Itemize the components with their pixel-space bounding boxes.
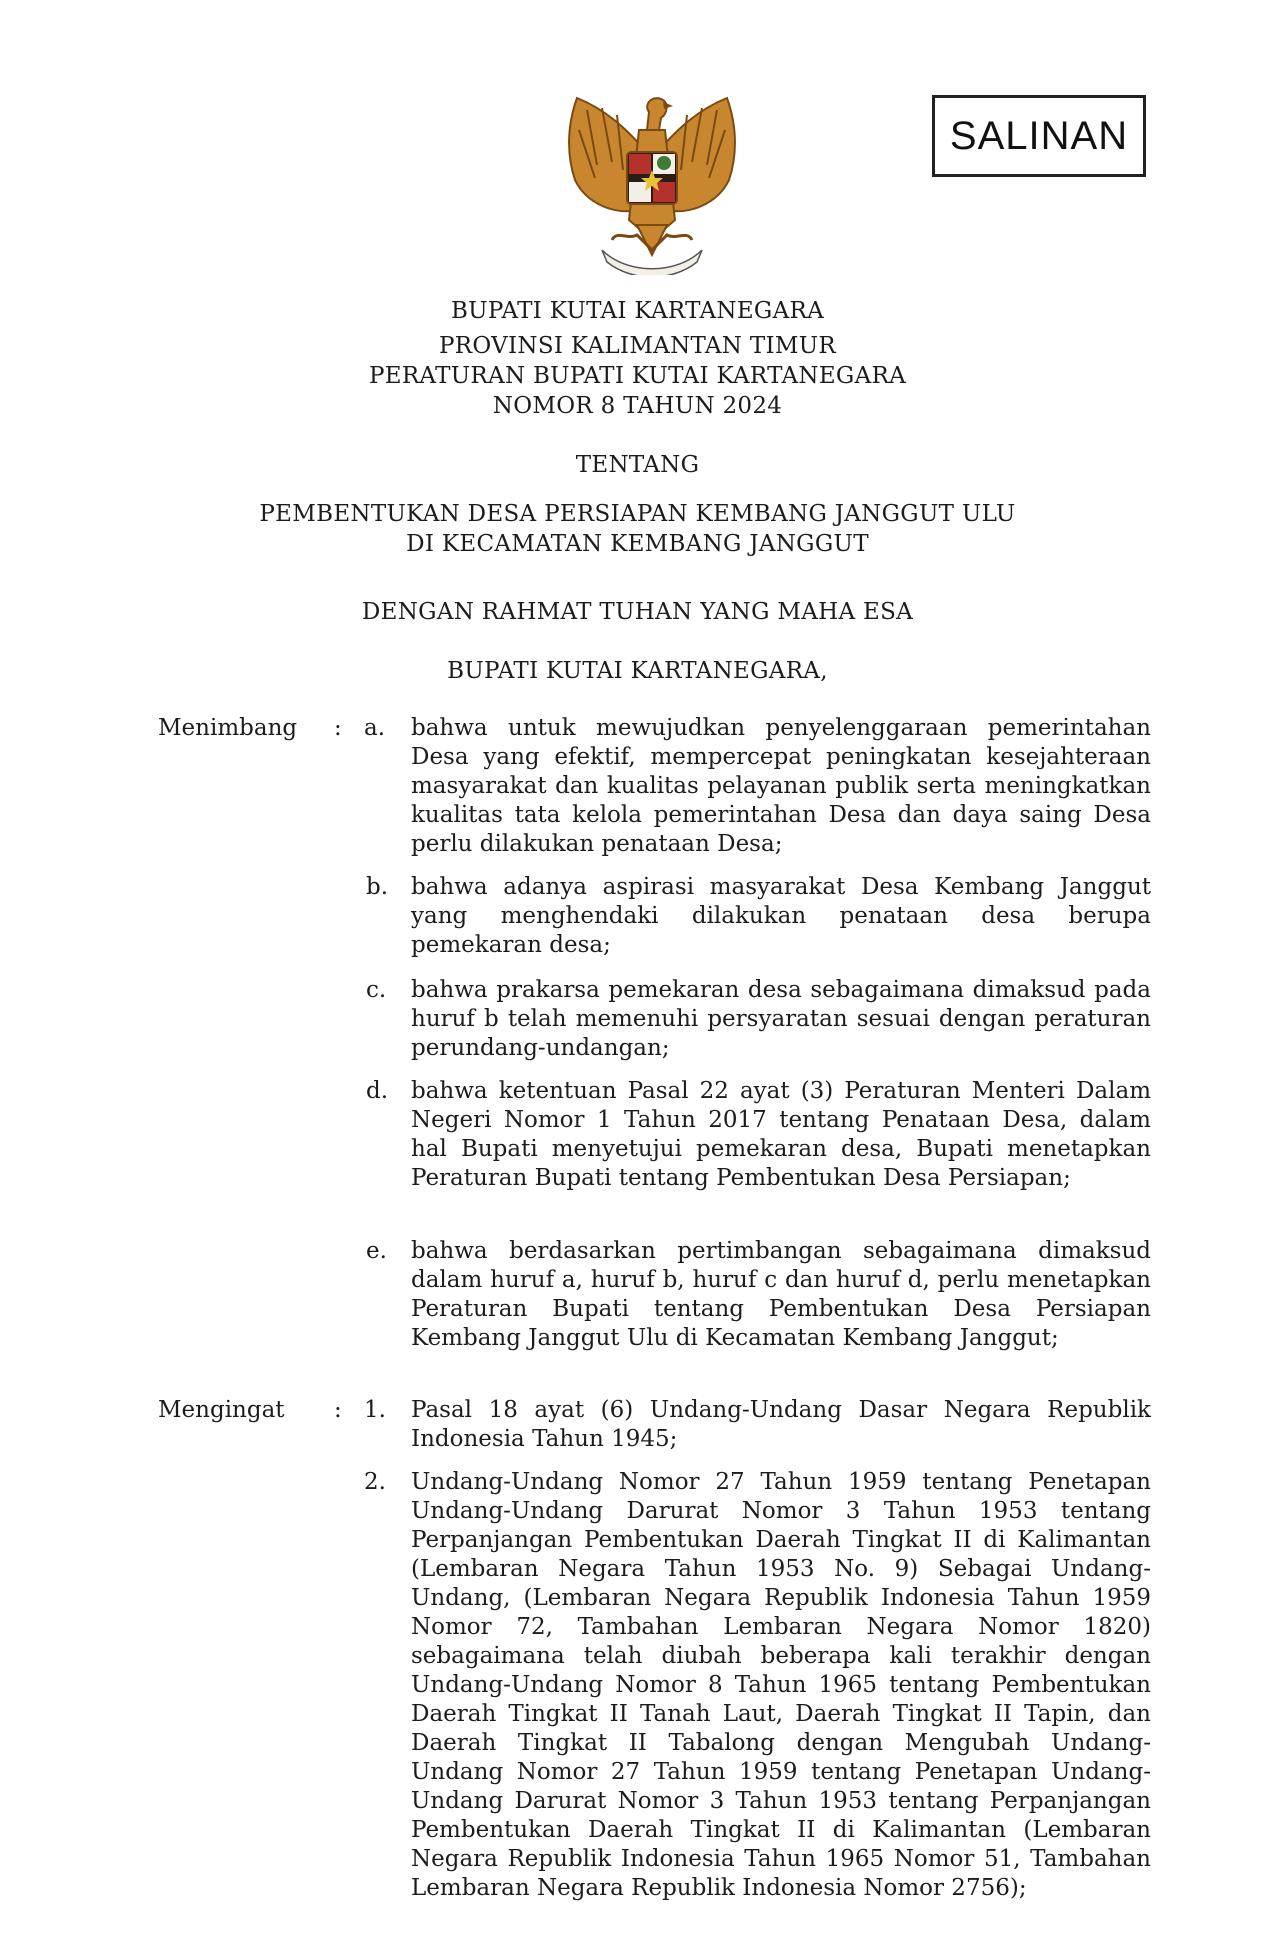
header-bupati: BUPATI KUTAI KARTANEGARA (450, 298, 825, 324)
header-number: NOMOR 8 TAHUN 2024 (492, 393, 783, 419)
subject-line-1: PEMBENTUKAN DESA PERSIAPAN KEMBANG JANGGUT ULU (259, 501, 1016, 527)
menimbang-item-text: bahwa adanya aspirasi masyarakat Desa Kembang Janggut yang menghendaki dilakukan penataan desa berupa pemekaran desa; (411, 874, 1151, 958)
mengingat-marker: 1. (364, 1397, 386, 1423)
menimbang-marker: c. (366, 977, 387, 1003)
menimbang-label: Menimbang (158, 715, 298, 741)
mengingat-marker: 2. (364, 1469, 386, 1495)
mengingat-colon: : (334, 1397, 342, 1423)
header-tentang: TENTANG (575, 452, 700, 478)
mengingat-label: Mengingat (158, 1397, 285, 1423)
menimbang-item-text: bahwa berdasarkan pertimbangan sebagaimana dimaksud dalam huruf a, huruf b, huruf c dan huruf d, perlu menetapkan Peraturan Bupati tentang Pembentukan Desa Persiapan Kembang Janggut Ulu di Kecamatan Kembang Janggut; (411, 1238, 1151, 1351)
menimbang-marker: a. (364, 715, 386, 741)
mengingat-item-text: Undang-Undang Nomor 27 Tahun 1959 tentang Penetapan Undang-Undang Darurat Nomor 3 Tahun 1953 tentang Perpanjangan Pembentukan Daerah Tingkat II di Kalimantan (Lembaran Negara Tahun 1953 No. 9) Sebagai Undang-Undang, (Lembaran Negara Republik Indonesia Tahun 1959 Nomor 72, Tambahan Lembaran Negara Nomor 1820) sebagaimana telah diubah beberapa kali terakhir dengan Undang-Undang Nomor 8 Tahun 1965 tentang Pembentukan Daerah Tingkat II Tanah Laut, Daerah Tingkat II Tapin, dan Daerah Tingkat II Tabalong dengan Mengubah Undang-Undang Nomor 27 Tahun 1959 tentang Penetapan Undang-Undang Darurat Nomor 3 Tahun 1953 tentang Perpanjangan Pembentukan Daerah Tingkat II di Kalimantan (Lembaran Negara Republik Indonesia Tahun 1965 Nomor 51, Tambahan Lembaran Negara Republik Indonesia Nomor 2756); (411, 1469, 1151, 1901)
menimbang-item-text: bahwa prakarsa pemekaran desa sebagaimana dimaksud pada huruf b telah memenuhi persyaratan sesuai dengan peraturan perundang-undangan; (411, 977, 1151, 1061)
menimbang-marker: b. (366, 874, 389, 900)
header-regulation: PERATURAN BUPATI KUTAI KARTANEGARA (368, 363, 907, 389)
issuer-line: BUPATI KUTAI KARTANEGARA, (447, 658, 828, 684)
menimbang-marker: e. (366, 1238, 387, 1264)
menimbang-item-text: bahwa ketentuan Pasal 22 ayat (3) Peraturan Menteri Dalam Negeri Nomor 1 Tahun 2017 tentang Penataan Desa, dalam hal Bupati menyetujui pemekaran desa, Bupati menetapkan Peraturan Bupati tentang Pembentukan Desa Persiapan; (411, 1078, 1151, 1191)
menimbang-marker: d. (366, 1078, 389, 1104)
menimbang-colon: : (334, 715, 342, 741)
header-province: PROVINSI KALIMANTAN TIMUR (438, 333, 837, 359)
menimbang-item-text: bahwa untuk mewujudkan penyelenggaraan pemerintahan Desa yang efektif, mempercepat peningkatan kesejahteraan masyarakat dan kualitas pelayanan publik serta meningkatkan kualitas tata kelola pemerintahan Desa dan daya saing Desa perlu dilakukan penataan Desa; (411, 715, 1151, 857)
garuda-pancasila-emblem (557, 90, 747, 275)
blessing-line: DENGAN RAHMAT TUHAN YANG MAHA ESA (361, 599, 914, 625)
salinan-stamp: SALINAN (932, 95, 1146, 177)
subject-line-2: DI KECAMATAN KEMBANG JANGGUT (406, 531, 869, 557)
mengingat-item-text: Pasal 18 ayat (6) Undang-Undang Dasar Negara Republik Indonesia Tahun 1945; (411, 1397, 1151, 1452)
